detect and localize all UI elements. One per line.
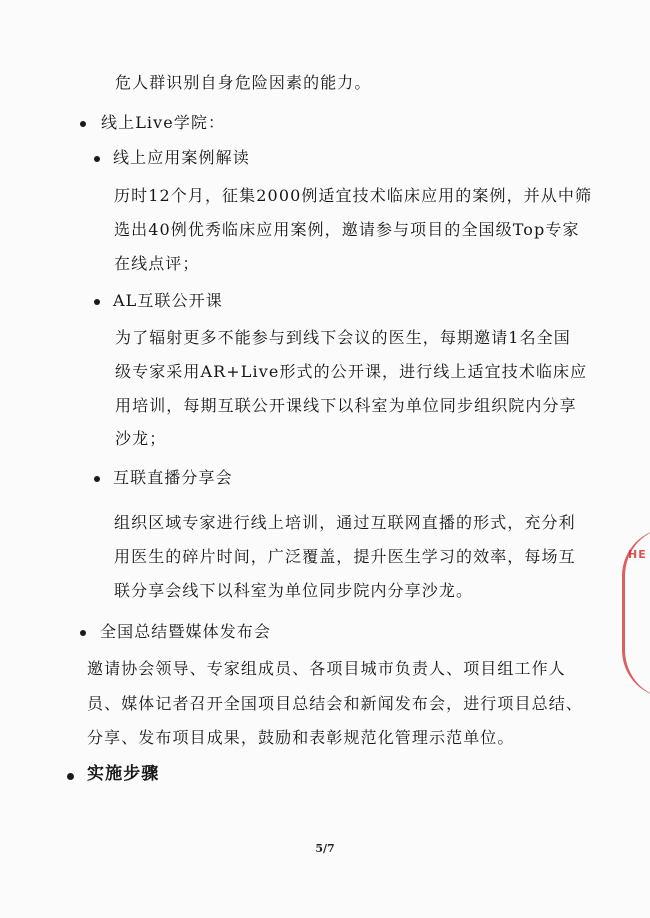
red-seal-stamp-text: HE <box>628 548 647 561</box>
case-study-label: 线上应用案例解读 <box>113 148 250 167</box>
open-class-line-3: 用培训，每期互联公开课线下以科室为单位同步组织院内分享 <box>115 396 577 415</box>
live-share-line-1: 组织区域专家进行线上培训，通过互联网直播的形式，充分利 <box>114 513 576 532</box>
national-summary-label: 全国总结暨媒体发布会 <box>100 622 272 641</box>
bullet-open-class <box>94 299 100 305</box>
bullet-national-summary <box>80 630 86 636</box>
case-study-line-3: 在线点评； <box>114 254 200 273</box>
case-study-line-2: 选出40例优秀临床应用案例，邀请参与项目的全国级Top专家 <box>114 220 580 239</box>
open-class-label: AL互联公开课 <box>113 291 223 310</box>
live-share-line-3: 联分享会线下以科室为单位同步院内分享沙龙。 <box>114 581 474 600</box>
open-class-line-2: 级专家采用AR+Live形式的公开课，进行线上适宜技术临床应 <box>115 362 588 381</box>
live-share-line-2: 用医生的碎片时间，广泛覆盖，提升医生学习的效率，每场互 <box>114 547 576 566</box>
page-number: 5/7 <box>315 842 335 855</box>
implementation-heading: 实施步骤 <box>87 764 160 784</box>
live-share-label: 互联直播分享会 <box>113 468 233 487</box>
open-class-line-4: 沙龙； <box>115 429 167 448</box>
bullet-live-share <box>94 476 100 482</box>
national-summary-line-3: 分享、发布项目成果，鼓励和表彰规范化管理示范单位。 <box>87 728 515 747</box>
national-summary-line-1: 邀请协会领导、专家组成员、各项目城市负责人、项目组工作人 <box>87 659 566 678</box>
open-class-line-1: 为了辐射更多不能参与到线下会议的医生，每期邀请1名全国 <box>115 328 571 347</box>
bullet-case-study <box>94 156 100 162</box>
bullet-implementation <box>67 773 74 780</box>
bullet-online-live <box>80 121 86 127</box>
online-live-label: 线上Live学院： <box>101 113 226 132</box>
continuation-line: 危人群识别自身危险因素的能力。 <box>115 73 372 92</box>
case-study-line-1: 历时12个月，征集2000例适宜技术临床应用的案例，并从中筛 <box>114 186 593 205</box>
national-summary-line-2: 员、媒体记者召开全国项目总结会和新闻发布会，进行项目总结、 <box>87 694 583 713</box>
